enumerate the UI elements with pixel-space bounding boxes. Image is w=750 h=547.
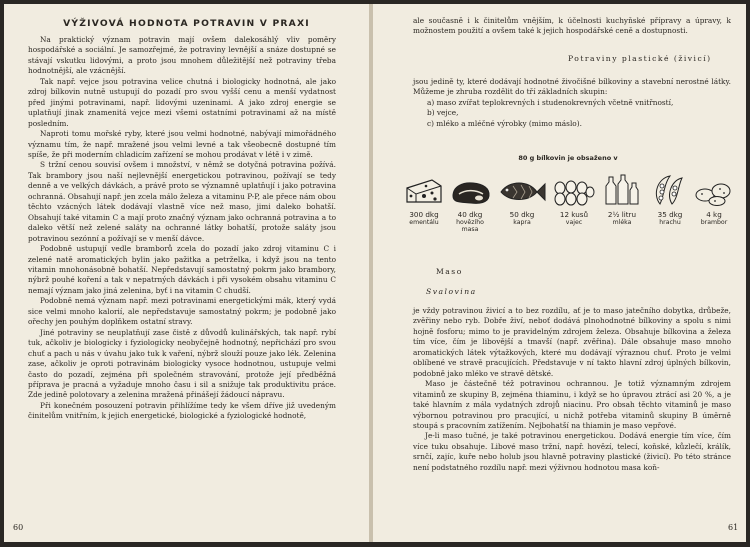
page-number: 60 [13,523,24,532]
food-name: hovězího masa [456,219,484,233]
food-name: ementálu [409,219,439,226]
milk-bottles-icon [600,174,644,208]
food-item-cheese [403,174,445,226]
paragraph: Je-li maso tučné, je také potravinou energetickou. Dodává energie tím více, čím více tuku obsahuje. Libové maso tržní, např. hovězí, telecí, koňské, kůzlečí, králík, srnčí, zajíc, kuře nebo holub jsou hlavně potraviny plastické (živicí). Po této stránce není podstatného rozdílu např. mezi výživnou hodnotou masa koň- [413,431,731,472]
food-quantity: 12 kusů [559,210,589,219]
food-quantity: 4 kg [706,210,722,219]
food-item-milk [600,174,644,226]
list-item: c) mléko a mléčné výrobky (mimo máslo). [427,118,582,128]
protein-figure [403,154,733,254]
left-body [28,35,336,422]
paragraph: Na praktický význam potravin mají ovšem dalekosáhlý vliv poměry hospodářské a sociální. Je samozřejmé, že potraviny levnější a snáze dostupné se stávají vskutku lidovými, a proto jsou mnohem důležitější než potraviny třeba hodnotnější, ale vzácnější. [28,35,336,76]
right-intro [413,16,731,37]
paragraph: S tržní cenou souvisí ovšem i množství, v němž se dotyčná potravina požívá. Tak brambory jsou naší nejlevnější energetickou potravinou, požívají se tedy denně a ve velkých dávkách, a právě proto se významně uplatňují i jako potravina ochranná. Obsahují např. jen zcela málo železa a vitaminu P-P, ale přece nám obou těchto vzácných látek dodávají vlastně více než maso, jimi daleko bohatší. Obsahují také vitamin C a mají proto značný význam jako ochranná potravina a to daleko větší než zelené saláty na ochranné látky bohatší, protože saláty jsou potravinou sezónní a požívají se v menší dávce. [28,160,336,243]
left-page [4,4,369,542]
food-item-peas [649,174,691,226]
food-item-eggs [552,174,596,226]
paragraph: Podobně nemá význam např. mezi potravinami energetickými mák, který vydá sice velmi mnoho kalorií, ale nepředstavuje samostatný pokrm; je podobně jako ořechy jen pouhým doplňkem ostatní stravy. [28,296,336,327]
paragraph: Naproti tomu mořské ryby, které jsou velmi hodnotné, nabývají mimořádného významu tím, že např. mražené jsou velmi levné a tak všeobecně dostupné tím spíše, že při moderním chladicím zařízení se mohou prodávat v létě i v zimě. [28,129,336,159]
right-body [413,306,731,473]
food-quantity: 2½ litru [607,210,637,219]
subheading: Potraviny plastické (živicí) [568,54,712,63]
potatoes-icon [693,174,735,208]
cheese-icon [404,174,444,208]
eggs-icon [552,174,596,208]
food-name: mléka [612,219,632,226]
food-name: kapra [513,219,531,226]
section-heading: Maso [436,267,463,276]
paragraph: je vždy potravinou živicí a to bez rozdílu, ať je to maso jatečního dobytka, drůbeže, zvěřiny nebo ryb. Dobře živí, neboť dodává plnohodnotné bílkoviny a spolu s nimi hojně fosforu; mimo to je pravidelným zdrojem železa. Obsahuje bílkovina a železa tím více, čím je libovější a tmavší (např. zvěřina). Dále obsahuje maso mnoho aromatických látek výtažkových, které mu dodávají výraznou chuť. Proto je velmi oblíbené ve stravě pracujících. Představuje v ní takto hlavní zdroj úplných bílkovin, podobně jako mléko ve stravě dětské. [413,306,731,378]
right-page [373,4,746,542]
paragraph: Podobně ustupují vedle bramborů zcela do pozadí jako zdroj vitaminu C i zelené natě aromatických bylin jako pažitka a petrželka, i když jsou na tento vitamin mnohonásobně bohatší. Nepředstavují samostatný pokrm jako brambory, nýbrž pouhé koření a tak v nepatrných dávkách i při vysokém obsahu vitaminu C nemají význam jako jiná zelenina, byť i na vitamin C chudší. [28,244,336,295]
food-item-beef [449,174,491,233]
food-item-carp [497,174,547,226]
food-name: brambor [700,219,728,226]
page-number: 61 [728,523,739,532]
paragraph: Maso je částečně též potravinou ochrannou. Je totiž významným zdrojem vitaminů ze skupiny B, zejména thiaminu, i když se ho úpravou ztrácí asi 20 %, a je také hlavním z mála vydatných zdrojů niacinu. Pro obsah těchto vitaminů je maso výbornou potravinou pro pracující, u nichž potřeba vitaminů skupiny B úměrně stoupá s pracovním zatížením. Nejbohatší na thiamin je maso vepřové. [413,379,731,430]
peas-icon [650,174,690,208]
paragraph: Jiné potraviny se neuplatňují zase čistě z důvodů kulinářských, tak např. rybí tuk, ačkoliv je biologicky i fyziologicky neobyčejně hodnotný, nepřichází pro svou chuť a pach u nás v úvahu jako tuk k vaření, nýbrž slouží pouze jako lék. Zelenina zase, ačkoliv je oproti potravinám biologicky vysoce hodnotnou, ustupuje velmi často do pozadí, zejména při společném stravování, protože její předběžná příprava je pracná a vyžaduje mnoho času i sil a snižuje tak produktivitu práce. Zde jedině polotovary a zelenina mražená přinášejí žádoucí nápravu. [28,327,336,400]
food-name: vajec [565,219,583,226]
paragraph: jsou jedině ty, které dodávají hodnotné živočišné bílkoviny a stavební nerostné látky. Můžeme je zhruba rozdělit do tří základních skupin: [413,77,731,97]
paragraph: Při konečném posouzení potravin přihlížíme tedy ke všem dříve již uvedeným činitelům vnitřním, k jejich energetické, biologické a fyziologické hodnotě, [28,400,336,421]
right-para2 [413,77,731,129]
beef-icon [449,174,493,208]
food-quantity: 300 dkg [409,210,439,219]
paragraph: ale současně i k činitelům vnějším, k účelnosti kuchyňské přípravy a úpravy, k možnostem použití a ovšem také k jejich hospodářské ceně a dostupnosti. [413,16,731,36]
list-item: a) maso zvířat teplokrevných i studenokrevných včetně vnitřností, [427,97,674,107]
food-quantity: 50 dkg [509,210,535,219]
food-quantity: 35 dkg [657,210,683,219]
food-name: hrachu [659,219,681,226]
carp-icon [497,174,547,208]
food-item-potatoes [693,174,735,226]
figure-caption: 80 g bílkovin je obsaženo v [518,154,618,162]
paragraph: Tak např. vejce jsou potravina velice chutná i biologicky hodnotná, ale jako zdroj bílkovin nutně ustupují do pozadí pro svou vyšší cenu a menší vydatnost před jinými potravinami, např. lidovými uzeninami. A jako zdroj energie se uplatňují jinak znamenitá vejce mezi všemi ostatními potravinami až na místě posledním. [28,76,336,128]
food-quantity: 40 dkg [457,210,483,219]
list-item: b) vejce, [427,108,459,118]
chapter-title: VÝŽIVOVÁ HODNOTA POTRAVIN V PRAXI [63,18,310,29]
subsection-heading: Svalovina [426,287,477,296]
